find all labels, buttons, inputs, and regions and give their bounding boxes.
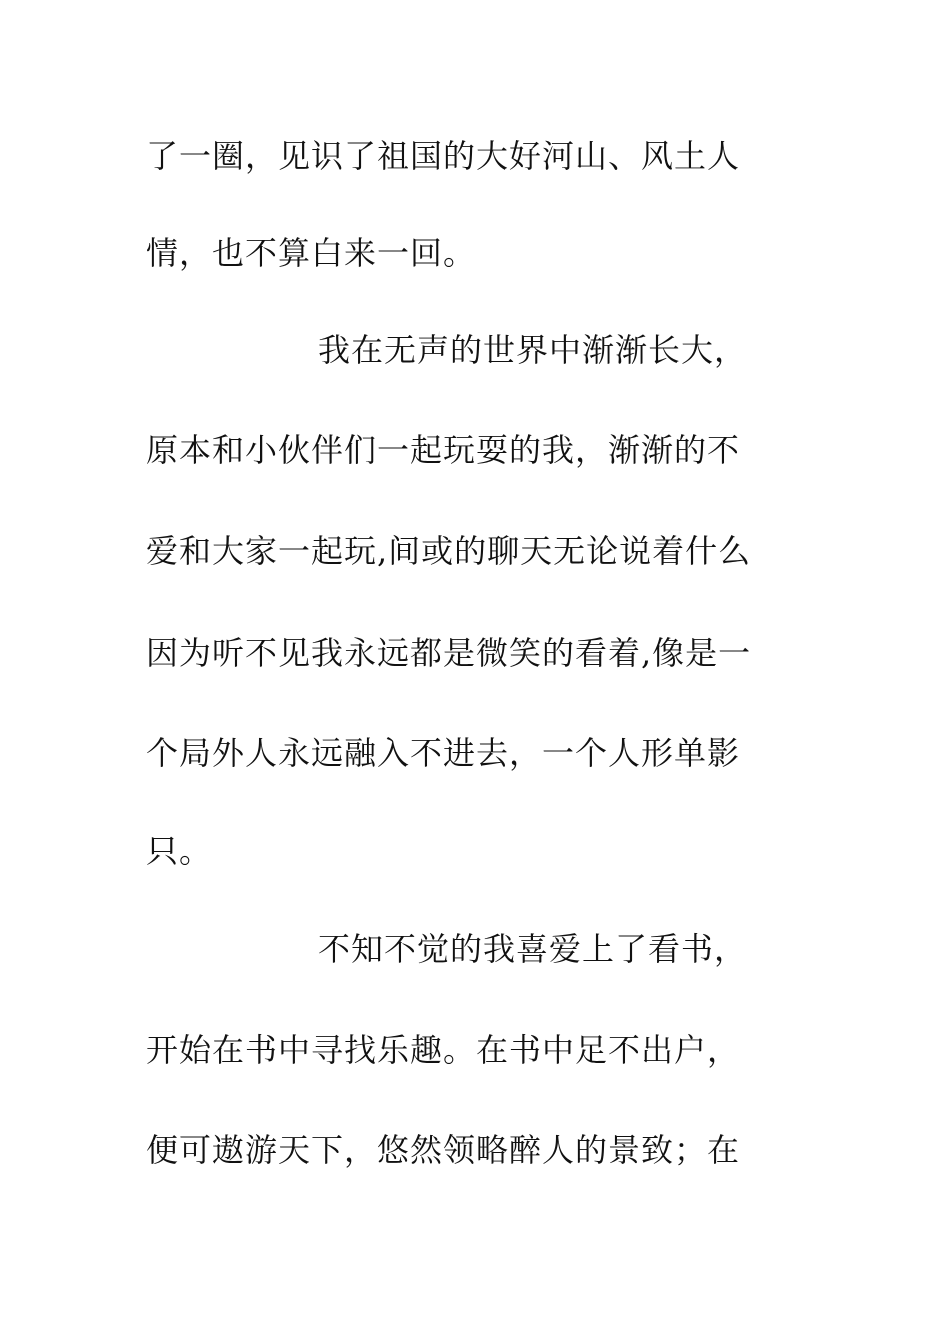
text-line: 原本和小伙伴们一起玩耍的我，渐渐的不 [146,431,741,469]
text-line: 开始在书中寻找乐趣。在书中足不出户， [146,1031,741,1069]
text-line: 因为听不见我永远都是微笑的看着,像是一 [146,634,752,672]
paragraph-start-line: 不知不觉的我喜爱上了看书， [318,930,748,968]
text-line: 便可遨游天下，悠然领略醉人的景致；在 [146,1131,741,1169]
text-line: 情，也不算白来一回。 [146,234,477,272]
paragraph-start-line: 我在无声的世界中渐渐长大， [318,331,748,369]
text-line: 了一圈，见识了祖国的大好河山、风土人 [146,137,741,175]
text-line: 爱和大家一起玩,间或的聊天无论说着什么 [146,532,752,570]
text-line: 只。 [146,832,213,870]
text-line: 个局外人永远融入不进去，一个人形单影 [146,734,741,772]
